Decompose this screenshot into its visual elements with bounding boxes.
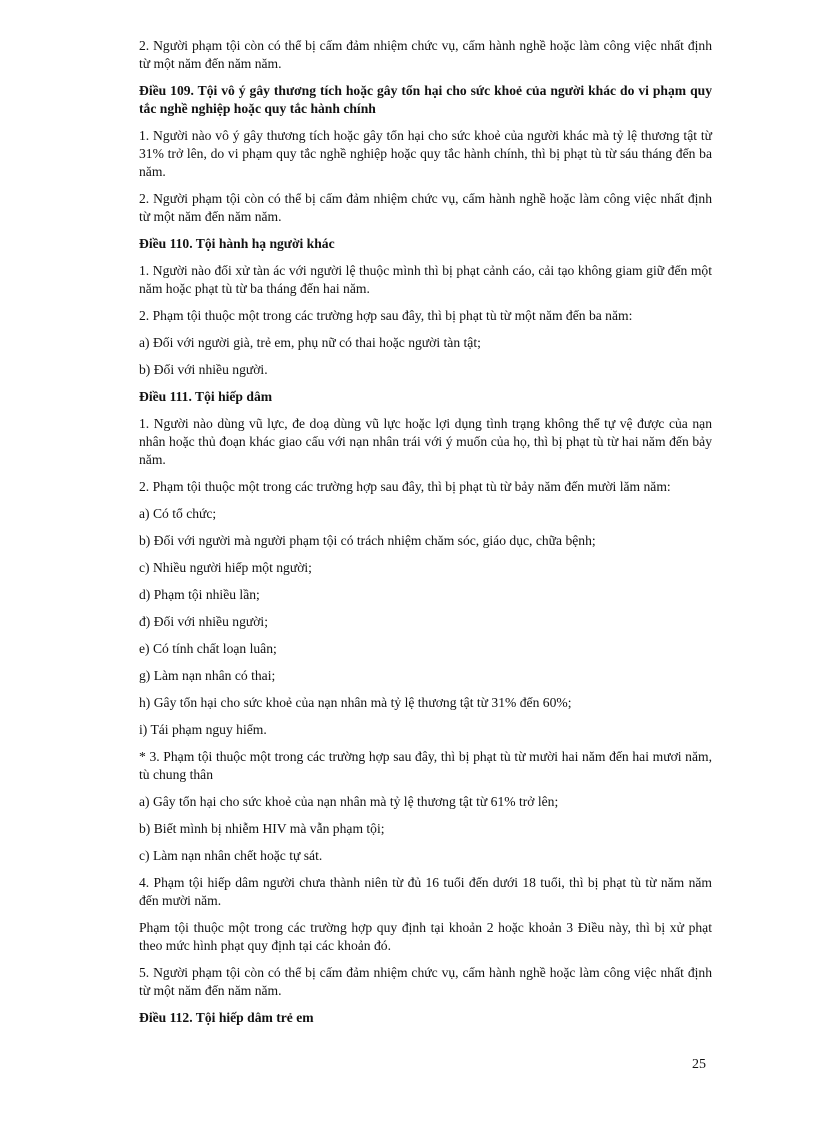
list-item: i) Tái phạm nguy hiểm. bbox=[139, 722, 267, 737]
article-heading: Điều 111. Tội hiếp dâm bbox=[139, 389, 273, 404]
paragraph: 5. Người phạm tội còn có thể bị cấm đảm nhiệm chức vụ, cấm hành nghề hoặc làm công việc nhất định từ một năm đến năm năm. bbox=[139, 965, 712, 998]
paragraph: 2. Người phạm tội còn có thể bị cấm đảm nhiệm chức vụ, cấm hành nghề hoặc làm công việc nhất định từ một năm đến năm năm. bbox=[139, 38, 712, 71]
paragraph: 1. Người nào dùng vũ lực, đe doạ dùng vũ lực hoặc lợi dụng tình trạng không thể tự vệ được của nạn nhân hoặc thủ đoạn khác giao cấu với nạn nhân trái với ý muốn của họ, thì bị phạt tù từ hai năm đến bảy năm. bbox=[139, 416, 712, 467]
list-item: h) Gây tổn hại cho sức khoẻ của nạn nhân mà tỷ lệ thương tật từ 31% đến 60%; bbox=[139, 695, 572, 710]
list-item: e) Có tính chất loạn luân; bbox=[139, 641, 277, 656]
list-item: đ) Đối với nhiều người; bbox=[139, 614, 268, 629]
list-item: a) Có tổ chức; bbox=[139, 506, 217, 521]
paragraph: * 3. Phạm tội thuộc một trong các trường hợp sau đây, thì bị phạt tù từ mười hai năm đến hai mươi năm, tù chung thân bbox=[139, 749, 712, 782]
article-heading: Điều 112. Tội hiếp dâm trẻ em bbox=[139, 1010, 314, 1025]
list-item: d) Phạm tội nhiều lần; bbox=[139, 587, 260, 602]
list-item: b) Đối với nhiều người. bbox=[139, 362, 268, 377]
list-item: g) Làm nạn nhân có thai; bbox=[139, 668, 276, 683]
list-item: c) Làm nạn nhân chết hoặc tự sát. bbox=[139, 848, 323, 863]
paragraph: Phạm tội thuộc một trong các trường hợp quy định tại khoản 2 hoặc khoản 3 Điều này, thì bị xử phạt theo mức hình phạt quy định tại các khoản đó. bbox=[139, 920, 712, 953]
article-heading: Điều 110. Tội hành hạ người khác bbox=[139, 236, 335, 251]
list-item: b) Đối với người mà người phạm tội có trách nhiệm chăm sóc, giáo dục, chữa bệnh; bbox=[139, 533, 596, 548]
list-item: c) Nhiều người hiếp một người; bbox=[139, 560, 312, 575]
paragraph: 1. Người nào đối xử tàn ác với người lệ thuộc mình thì bị phạt cảnh cáo, cải tạo không giam giữ đến một năm hoặc phạt tù từ ba tháng đến hai năm. bbox=[139, 263, 712, 296]
list-item: a) Đối với người già, trẻ em, phụ nữ có thai hoặc người tàn tật; bbox=[139, 335, 481, 350]
paragraph: 2. Phạm tội thuộc một trong các trường hợp sau đây, thì bị phạt tù từ bảy năm đến mười lăm năm: bbox=[139, 479, 671, 494]
list-item: b) Biết mình bị nhiễm HIV mà vẫn phạm tội; bbox=[139, 821, 385, 836]
paragraph: 1. Người nào vô ý gây thương tích hoặc gây tổn hại cho sức khoẻ của người khác mà tỷ lệ thương tật từ 31% trở lên, do vi phạm quy tắc nghề nghiệp hoặc quy tắc hành chính, thì bị phạt tù từ sáu tháng đến ba năm. bbox=[139, 128, 712, 179]
list-item: a) Gây tổn hại cho sức khoẻ của nạn nhân mà tỷ lệ thương tật từ 61% trở lên; bbox=[139, 794, 559, 809]
page-number: 25 bbox=[692, 1057, 706, 1072]
article-heading: Điều 109. Tội vô ý gây thương tích hoặc gây tổn hại cho sức khoẻ của người khác do vi phạm quy tắc nghề nghiệp hoặc quy tắc hành chính bbox=[139, 83, 712, 116]
paragraph: 2. Người phạm tội còn có thể bị cấm đảm nhiệm chức vụ, cấm hành nghề hoặc làm công việc nhất định từ một năm đến năm năm. bbox=[139, 191, 712, 224]
paragraph: 2. Phạm tội thuộc một trong các trường hợp sau đây, thì bị phạt tù từ một năm đến ba năm: bbox=[139, 308, 633, 323]
document-body bbox=[139, 37, 712, 1036]
paragraph: 4. Phạm tội hiếp dâm người chưa thành niên từ đủ 16 tuổi đến dưới 18 tuổi, thì bị phạt tù từ năm năm đến mười năm. bbox=[139, 875, 712, 908]
